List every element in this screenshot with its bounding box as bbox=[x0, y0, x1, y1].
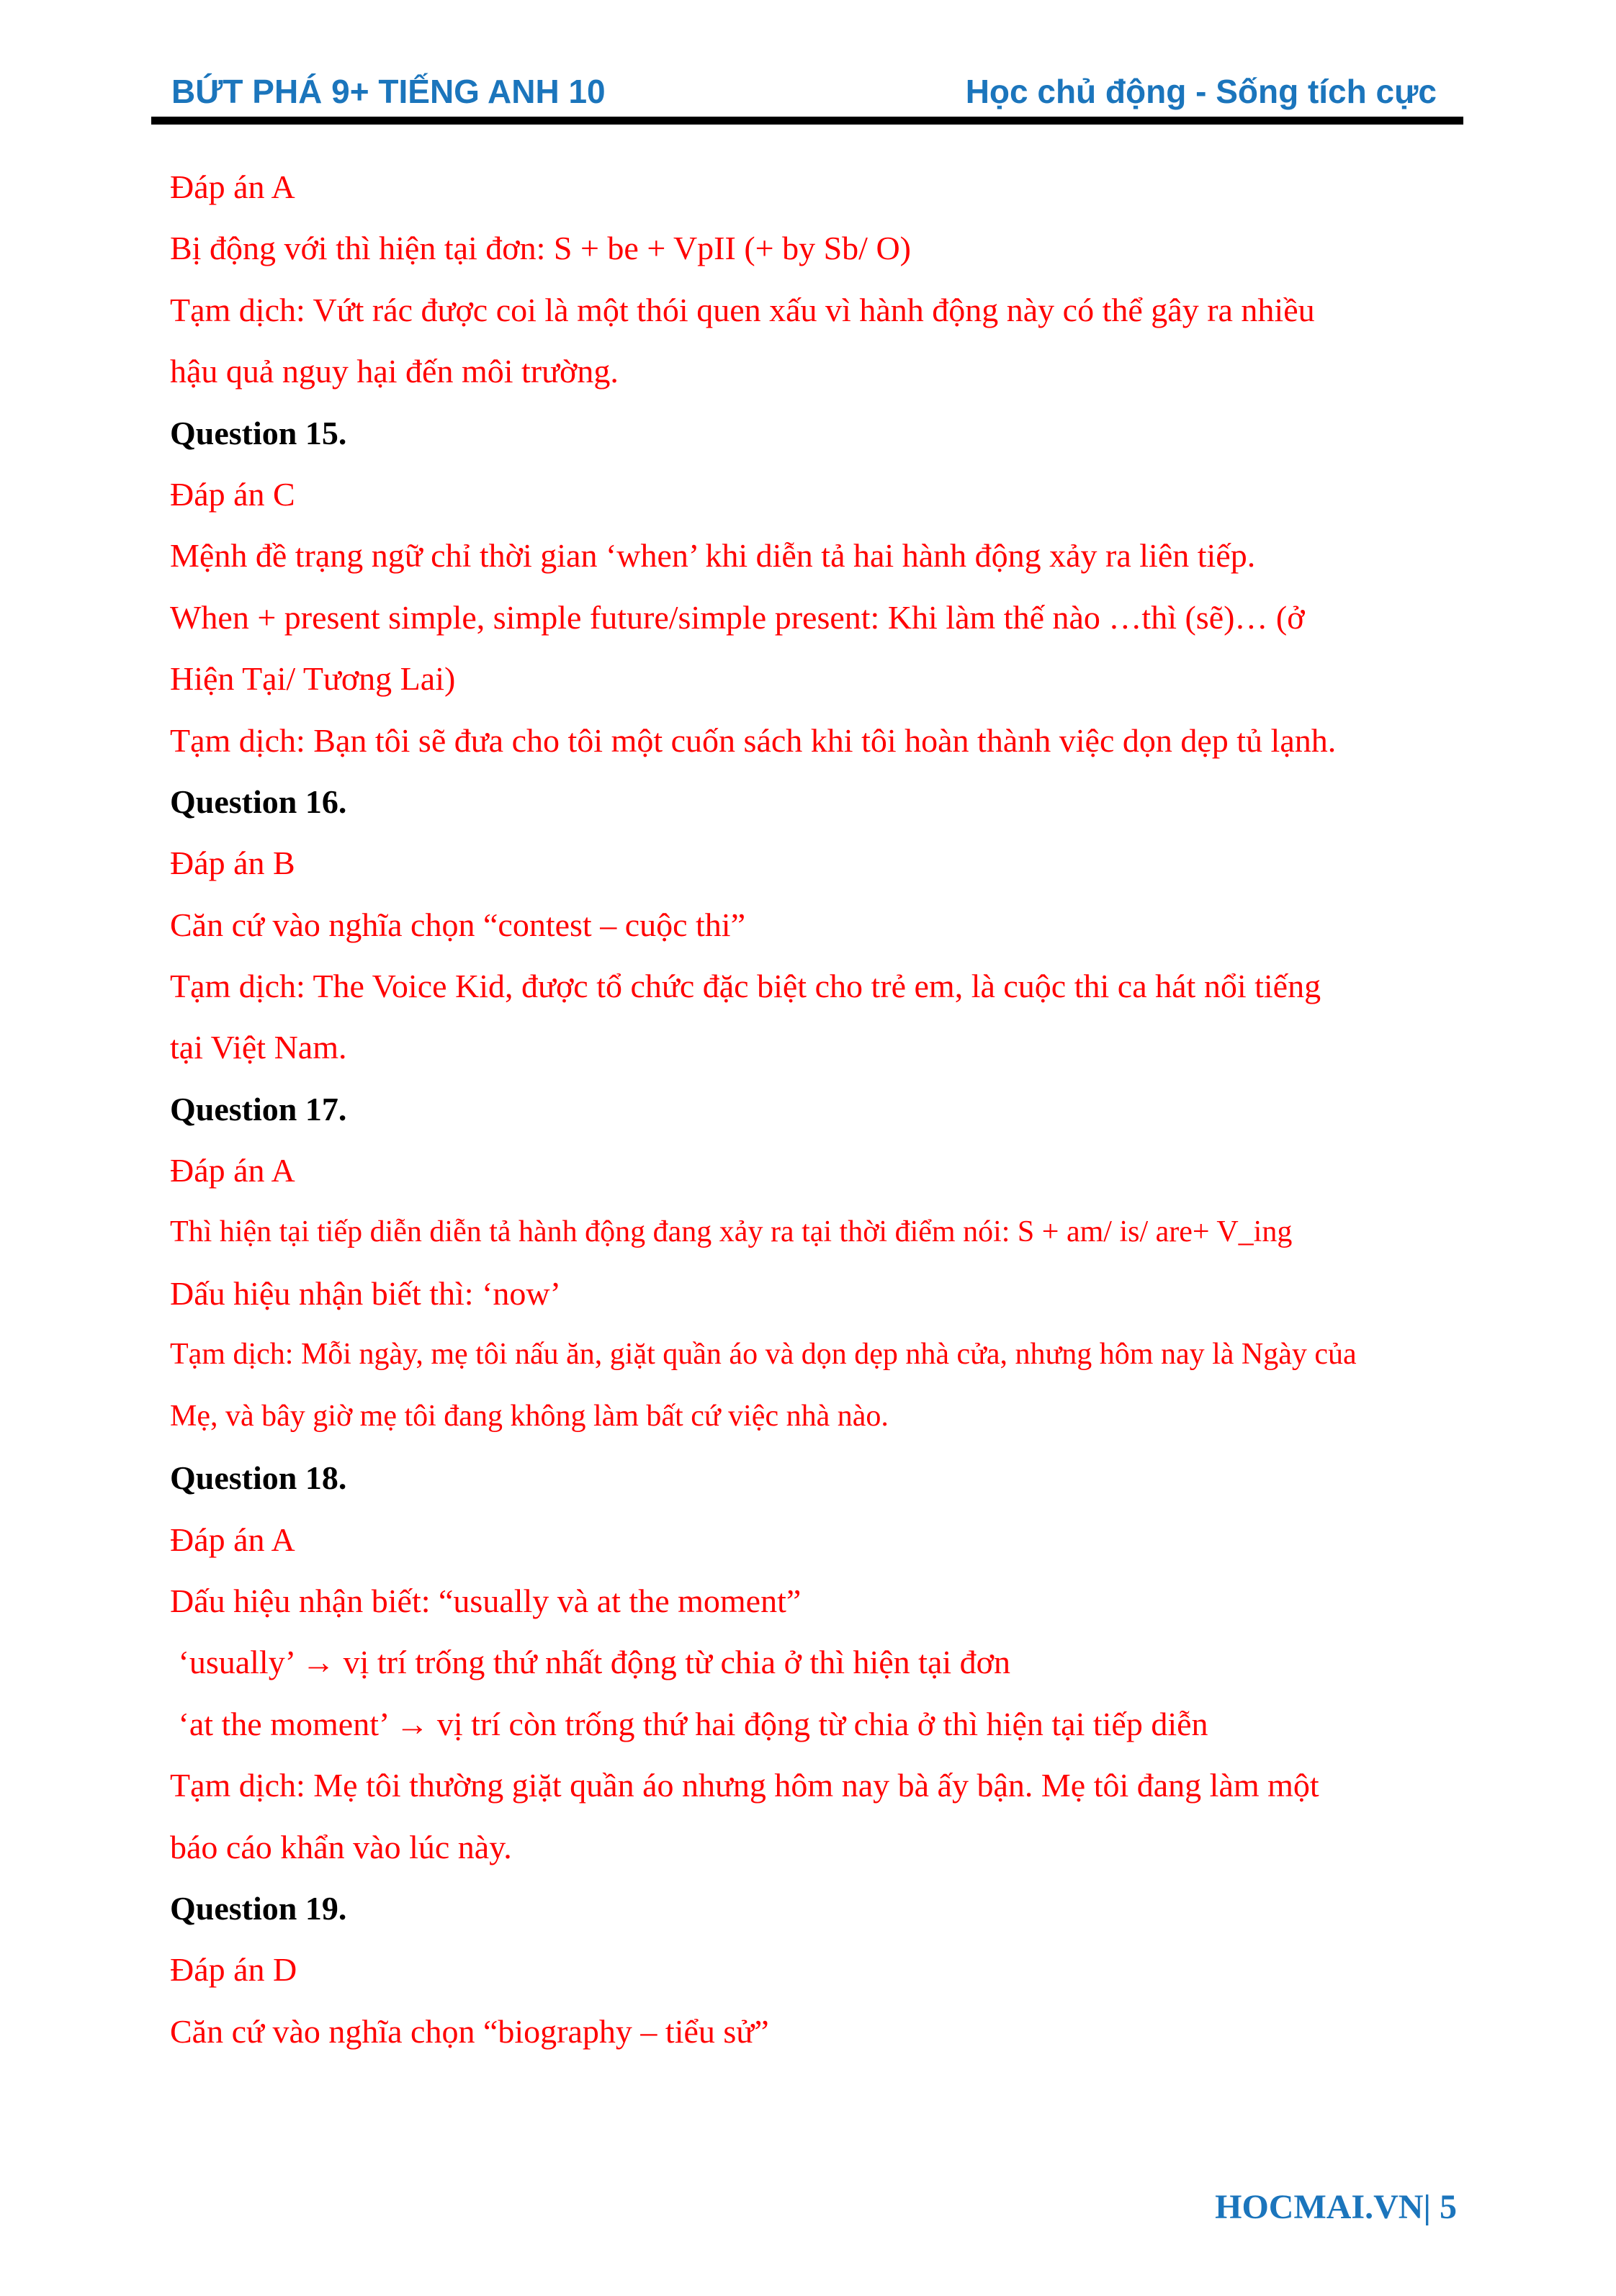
answer-line: tại Việt Nam. bbox=[170, 1029, 347, 1066]
answer-line: Tạm dịch: The Voice Kid, được tổ chức đặc biệt cho trẻ em, là cuộc thi ca hát nổi tiếng bbox=[170, 968, 1321, 1005]
answer-line: Thì hiện tại tiếp diễn diễn tả hành động đang xảy ra tại thời điểm nói: S + am/ is/ are+ V_ing bbox=[170, 1215, 1293, 1248]
question-heading: Question 15. bbox=[170, 414, 347, 451]
header-divider-rule bbox=[151, 117, 1463, 125]
question-heading: Question 18. bbox=[170, 1459, 347, 1497]
header-right-slogan: Học chủ động - Sống tích cực bbox=[965, 73, 1437, 110]
answer-line: Đáp án A bbox=[170, 1152, 295, 1189]
answer-line: Dấu hiệu nhận biết thì: ‘now’ bbox=[170, 1275, 561, 1313]
answer-line: Đáp án A bbox=[170, 1521, 295, 1558]
question-heading: Question 17. bbox=[170, 1090, 347, 1127]
answer-line: Mệnh đề trạng ngữ chỉ thời gian ‘when’ khi diễn tả hai hành động xảy ra liên tiếp. bbox=[170, 537, 1256, 575]
answer-line: Đáp án B bbox=[170, 845, 295, 882]
answer-line: báo cáo khẩn vào lúc này. bbox=[170, 1828, 512, 1865]
question-heading: Question 16. bbox=[170, 783, 347, 820]
answer-line: Căn cứ vào nghĩa chọn “contest – cuộc thi” bbox=[170, 906, 746, 943]
answer-line: Đáp án C bbox=[170, 475, 295, 513]
answer-line: Tạm dịch: Vứt rác được coi là một thói quen xấu vì hành động này có thể gây ra nhiều bbox=[170, 291, 1315, 328]
answer-line: ‘at the moment’ → vị trí còn trống thứ hai động từ chia ở thì hiện tại tiếp diễn bbox=[170, 1705, 1208, 1742]
answer-line: Dấu hiệu nhận biết: “usually và at the moment” bbox=[170, 1582, 802, 1619]
header-left-title: BỨT PHÁ 9+ TIẾNG ANH 10 bbox=[171, 73, 606, 110]
answer-line: Bị động với thì hiện tại đơn: S + be + VpII (+ by Sb/ O) bbox=[170, 230, 911, 267]
answer-line: Mẹ, và bây giờ mẹ tôi đang không làm bất cứ việc nhà nào. bbox=[170, 1399, 889, 1433]
content-lines bbox=[170, 156, 1488, 2062]
answer-line: Hiện Tại/ Tương Lai) bbox=[170, 660, 456, 698]
answer-line: Tạm dịch: Mẹ tôi thường giặt quần áo nhưng hôm nay bà ấy bận. Mẹ tôi đang làm một bbox=[170, 1767, 1319, 1804]
answer-line: hậu quả nguy hại đến môi trường. bbox=[170, 353, 619, 390]
answer-line: Đáp án D bbox=[170, 1951, 297, 1989]
question-heading: Question 19. bbox=[170, 1889, 347, 1927]
answer-line: ‘usually’ → vị trí trống thứ nhất động từ chia ở thì hiện tại đơn bbox=[170, 1644, 1010, 1681]
answer-line: When + present simple, simple future/simple present: Khi làm thế nào …thì (sẽ)… (ở bbox=[170, 598, 1305, 636]
answer-line: Đáp án A bbox=[170, 168, 295, 205]
answer-line: Tạm dịch: Mỗi ngày, mẹ tôi nấu ăn, giặt quần áo và dọn dẹp nhà cửa, nhưng hôm nay là Ngày của bbox=[170, 1338, 1357, 1372]
answer-line: Căn cứ vào nghĩa chọn “biography – tiểu sử” bbox=[170, 2012, 769, 2050]
footer-page-label: HOCMAI.VN| 5 bbox=[1215, 2188, 1457, 2226]
answer-line: Tạm dịch: Bạn tôi sẽ đưa cho tôi một cuốn sách khi tôi hoàn thành việc dọn dẹp tủ lạnh. bbox=[170, 721, 1337, 759]
